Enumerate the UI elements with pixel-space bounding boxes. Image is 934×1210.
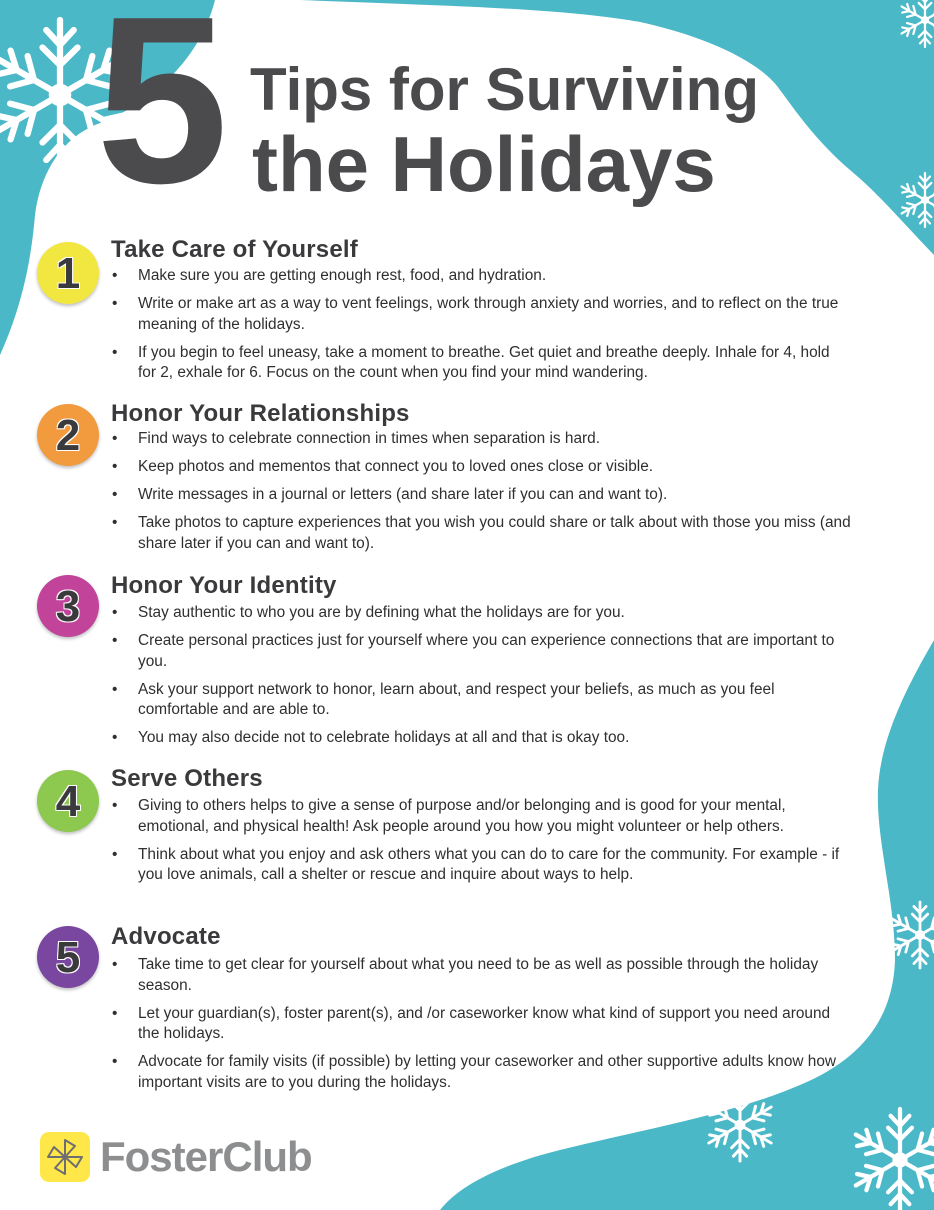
list-item: • You may also decide not to celebrate holidays at all and that is okay too. — [111, 728, 851, 749]
tip-heading: Honor Your Relationships — [111, 400, 410, 427]
list-item: • Write or make art as a way to vent feelings, work through anxiety and worries, and to reflect on the true meaning of the holidays. — [111, 294, 851, 335]
list-item: • Keep photos and mementos that connect you to loved ones close or visible. — [111, 457, 851, 478]
tip-number-badge: 1 — [37, 242, 99, 304]
pinwheel-icon — [40, 1132, 90, 1182]
tip-number-badge: 2 — [37, 404, 99, 466]
list-item: • If you begin to feel uneasy, take a moment to breathe. Get quiet and breathe deeply. Inhale for 4, hold for 2, exhale for 6. Focus on the count when you find your mind wandering. — [111, 343, 851, 384]
logo-text: FosterClub — [100, 1133, 312, 1180]
tip-bullet-list — [111, 603, 851, 756]
list-item: • Write messages in a journal or letters (and share later if you can and want to). — [111, 485, 851, 506]
tip-heading: Advocate — [111, 923, 221, 950]
title-line-1: Tips for Surviving — [250, 56, 759, 123]
tip-bullet-list — [111, 266, 851, 391]
list-item: • Let your guardian(s), foster parent(s), and /or caseworker know what kind of support you need around the holidays. — [111, 1004, 851, 1045]
tip-bullet-list — [111, 955, 851, 1101]
list-item: • Giving to others helps to give a sense of purpose and/or belonging and is good for your mental, emotional, and physical health! Ask people around you how you might volunteer or help others. — [111, 796, 851, 837]
title-line-2: the Holidays — [252, 120, 716, 208]
tip-heading: Honor Your Identity — [111, 572, 337, 599]
title-number: 5 — [96, 0, 225, 233]
fosterclub-logo — [40, 1132, 312, 1182]
list-item: • Think about what you enjoy and ask others what you can do to care for the community. For example - if you love animals, call a shelter or rescue and inquire about ways to help. — [111, 845, 851, 886]
tip-number-badge: 5 — [37, 926, 99, 988]
tip-number-badge: 3 — [37, 575, 99, 637]
tip-heading: Serve Others — [111, 765, 263, 792]
list-item: • Find ways to celebrate connection in times when separation is hard. — [111, 429, 851, 450]
list-item: • Create personal practices just for yourself where you can experience connections that are important to you. — [111, 631, 851, 672]
tip-bullet-list — [111, 429, 851, 562]
list-item: • Make sure you are getting enough rest, food, and hydration. — [111, 266, 851, 287]
tip-heading: Take Care of Yourself — [111, 236, 358, 263]
list-item: • Advocate for family visits (if possible) by letting your caseworker and other supportive adults know how important visits are to you during the holidays. — [111, 1052, 851, 1093]
list-item: • Take time to get clear for yourself about what you need to be as well as possible through the holiday season. — [111, 955, 851, 996]
list-item: • Ask your support network to honor, learn about, and respect your beliefs, as much as you feel comfortable and are able to. — [111, 680, 851, 721]
tip-bullet-list — [111, 796, 851, 893]
list-item: • Stay authentic to who you are by defining what the holidays are for you. — [111, 603, 851, 624]
tip-number-badge: 4 — [37, 770, 99, 832]
list-item: • Take photos to capture experiences that you wish you could share or talk about with those you miss (and share later if you can and want to). — [111, 513, 851, 554]
